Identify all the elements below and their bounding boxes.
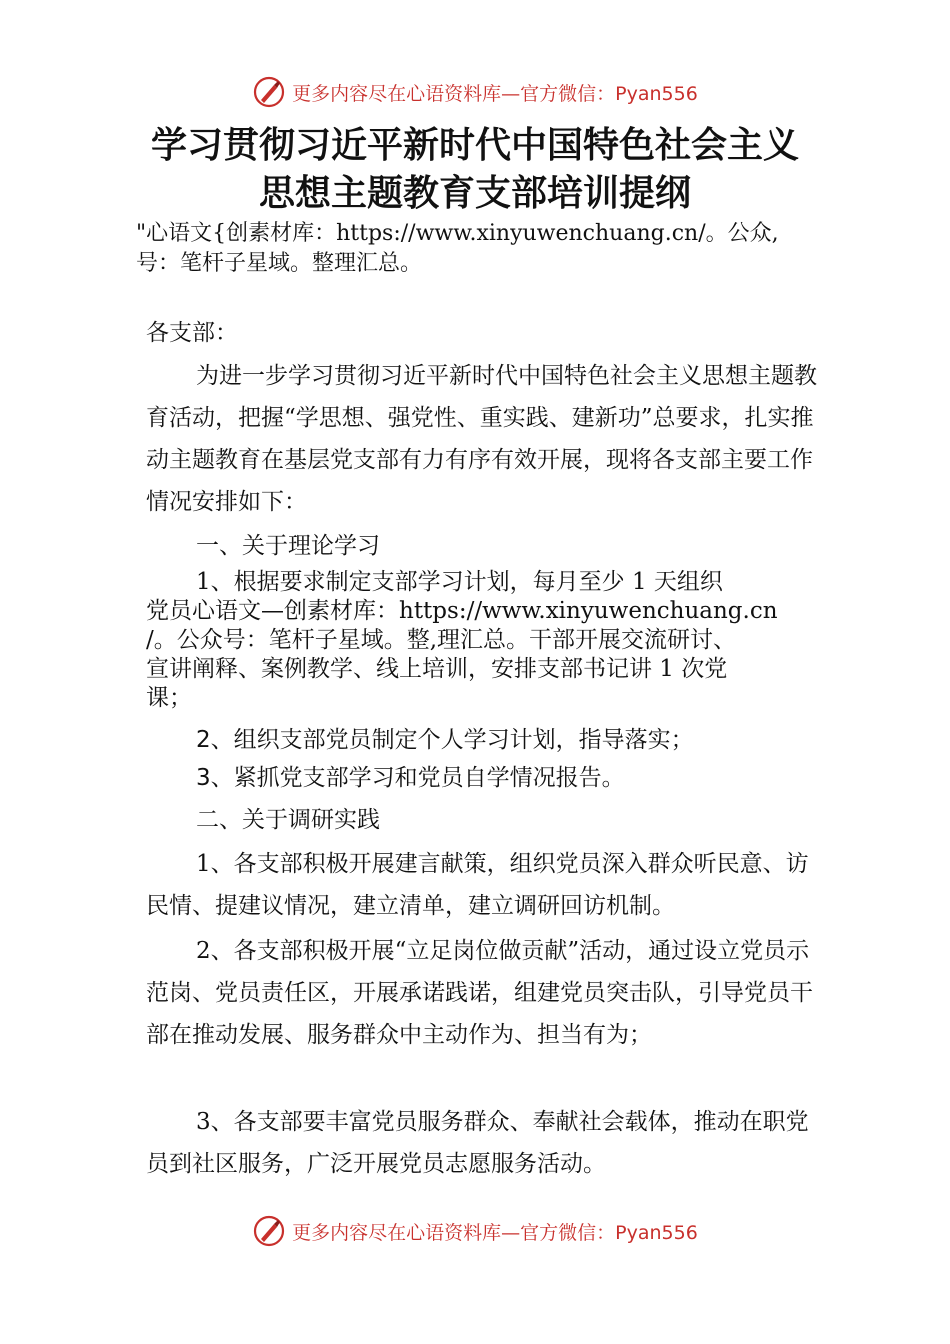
intro-paragraph: 为进一步学习贯彻习近平新时代中国特色社会主义思想主题教育活动，把握“学思想、强党性、重实践、建新功”总要求，扎实推动主题教育在基层党支部有力有序有效开展，现将各支部主要工作情况安排如下： bbox=[146, 363, 817, 515]
source-note-line-2: 号：笔杆子星域。整理汇总。 bbox=[136, 251, 423, 276]
source-note-line-1: "心语文{创素材库：https://www.xinyuwenchuang.cn/。公众, bbox=[136, 221, 779, 246]
s1-item-3: 3、紧抓党支部学习和党员自学情况报告。 bbox=[196, 765, 625, 791]
header-watermark bbox=[0, 72, 950, 112]
watermark-contact: Pyan556 bbox=[615, 1221, 698, 1244]
s2-item-2: 2、各支部积极开展“立足岗位做贡献”活动，通过设立党员示范岗、党员责任区，开展承诺践诺，组建党员突击队，引导党员干部在推动发展、服务群众中主动作为、担当有为； bbox=[146, 938, 813, 1048]
s1-item-1-line-5: 课； bbox=[146, 685, 192, 711]
footer-watermark bbox=[0, 1211, 950, 1251]
document-title-line-1: 学习贯彻习近平新时代中国特色社会主义 bbox=[150, 124, 799, 166]
section-1-heading: 一、关于理论学习 bbox=[196, 533, 380, 559]
salutation: 各支部： bbox=[146, 320, 238, 346]
s1-item-1-line-4: 宣讲阐释、案例教学、线上培训，安排支部书记讲 1 次党 bbox=[146, 656, 728, 682]
watermark-text: 更多内容尽在心语资料库—官方微信：Pyan556 bbox=[292, 1221, 698, 1244]
s2-item-3: 3、各支部要丰富党员服务群众、奉献社会载体，推动在职党员到社区服务，广泛开展党员志愿服务活动。 bbox=[146, 1109, 809, 1177]
s1-item-1-line-1: 1、根据要求制定支部学习计划，每月至少 1 天组织 bbox=[196, 569, 723, 595]
watermark-contact: Pyan556 bbox=[615, 82, 698, 105]
pen-logo-icon bbox=[252, 75, 286, 109]
pen-logo-icon bbox=[252, 1214, 286, 1248]
watermark-text: 更多内容尽在心语资料库—官方微信：Pyan556 bbox=[292, 82, 698, 105]
s2-item-1: 1、各支部积极开展建言献策，组织党员深入群众听民意、访民情、提建议情况，建立清单，建立调研回访机制。 bbox=[146, 851, 809, 919]
s1-item-1-line-2: 党员心语文—创素材库：https://www.xinyuwenchuang.cn bbox=[146, 598, 778, 624]
section-2-heading: 二、关于调研实践 bbox=[196, 807, 380, 833]
document-title-line-2: 思想主题教育支部培训提纲 bbox=[258, 172, 691, 214]
s1-item-2: 2、组织支部党员制定个人学习计划，指导落实； bbox=[196, 727, 694, 753]
s1-item-1-line-3: /。公众号：笔杆子星域。整,理汇总。干部开展交流研讨、 bbox=[146, 627, 737, 653]
